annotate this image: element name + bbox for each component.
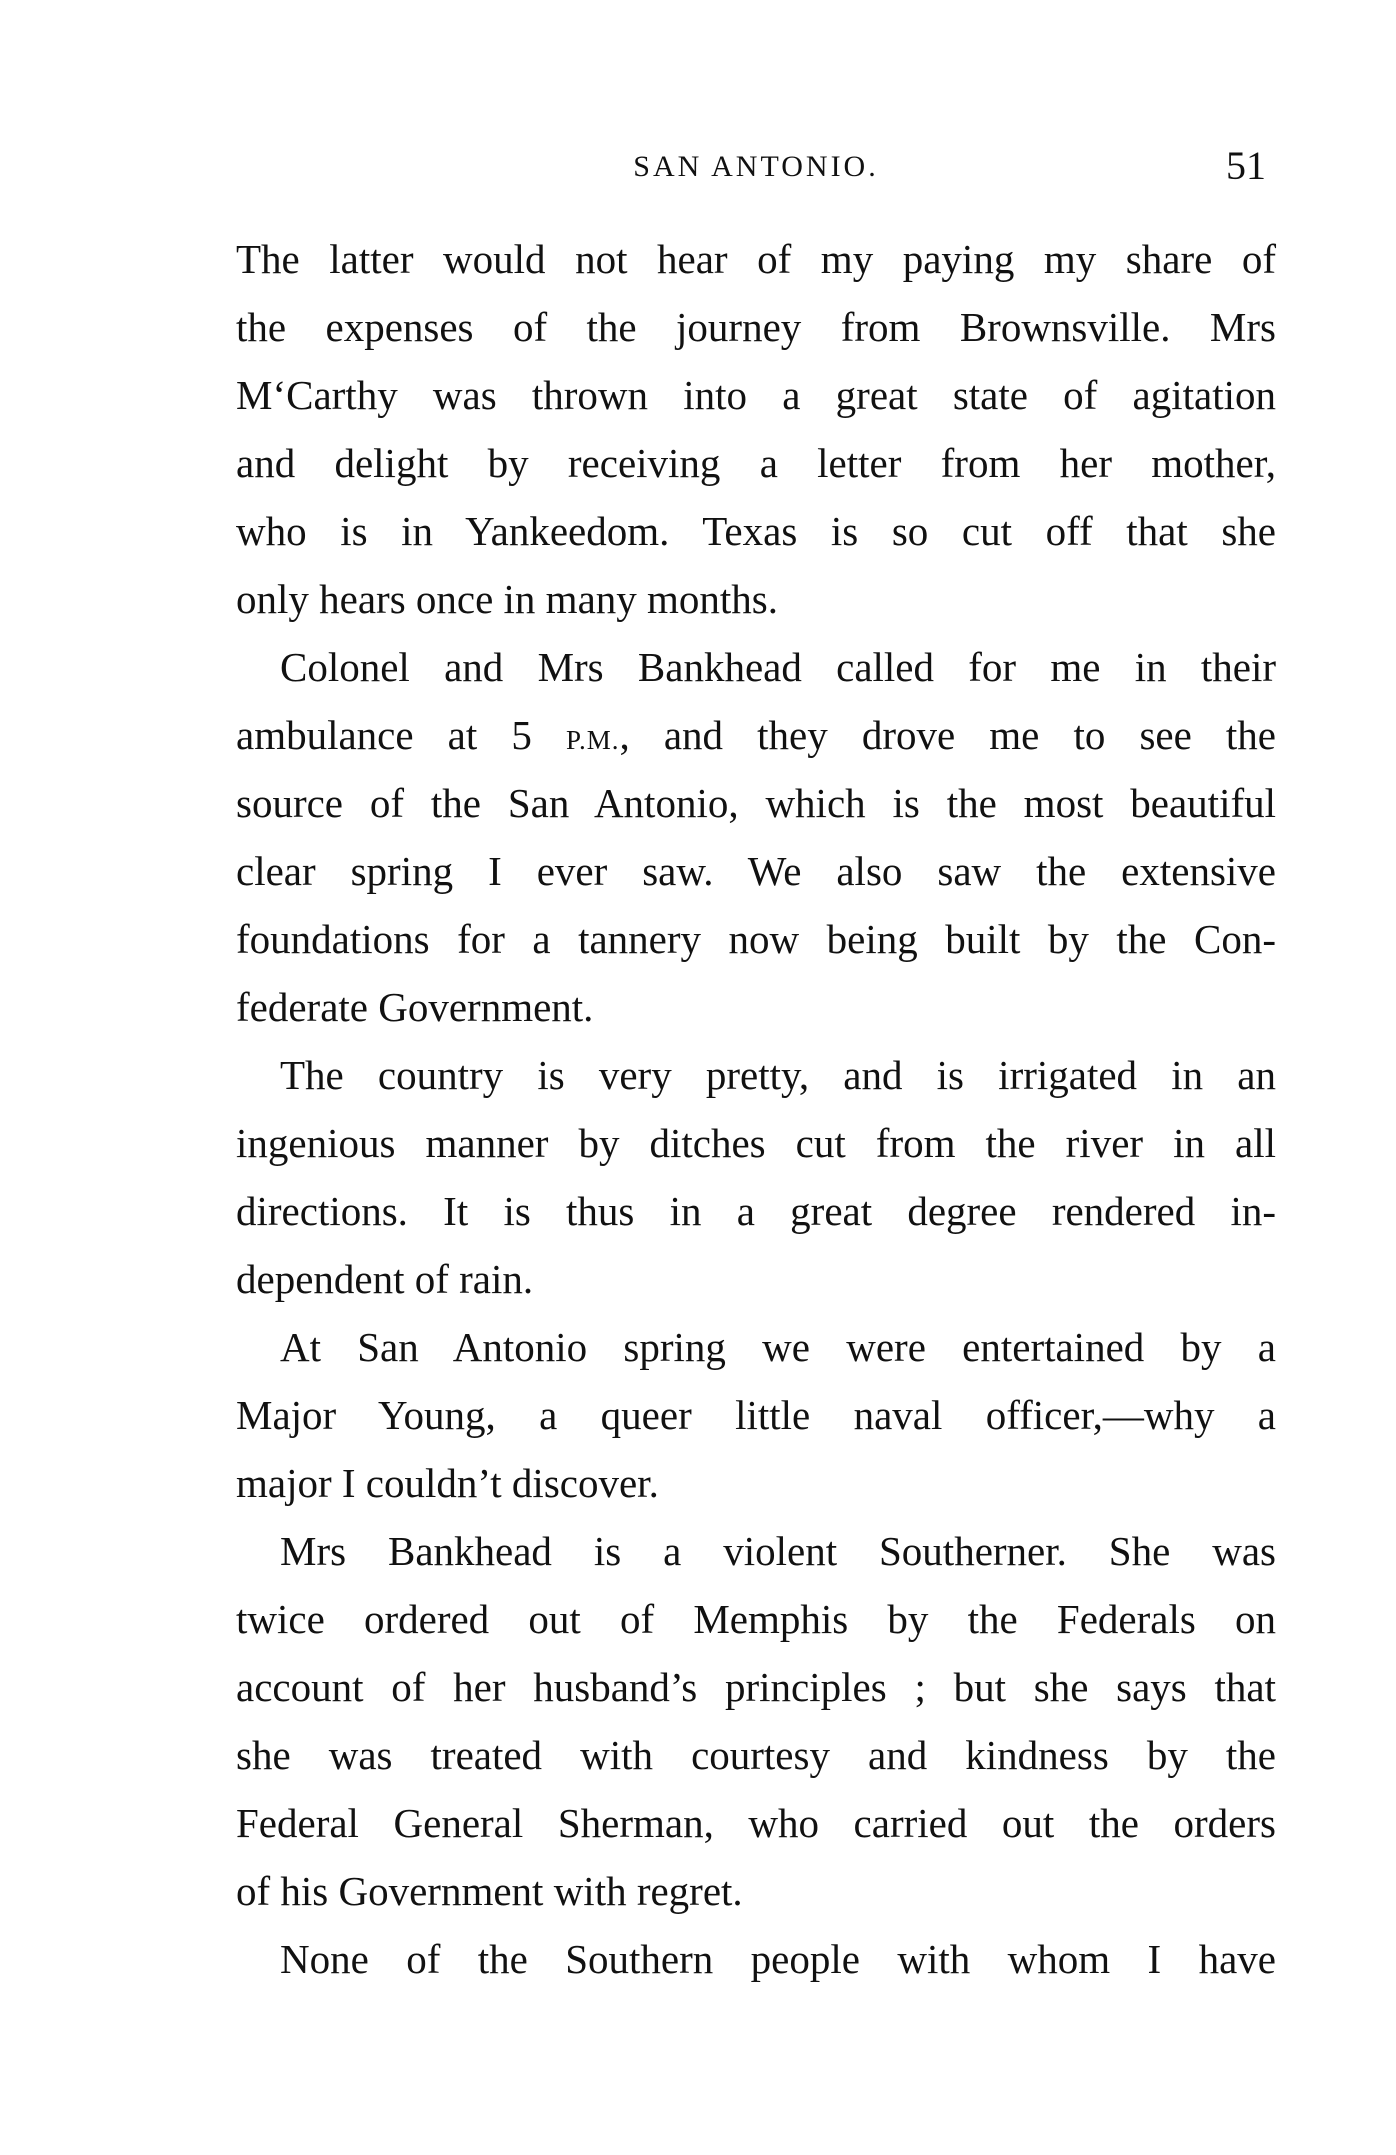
text-line: account of her husband’s principles ; but she says that bbox=[236, 1664, 1276, 1710]
text-line: The country is very pretty, and is irrigated in an bbox=[280, 1052, 1276, 1098]
text-line: dependent of rain. bbox=[236, 1256, 534, 1302]
text-line: None of the Southern people with whom I have bbox=[280, 1936, 1276, 1982]
text-line: foundations for a tannery now being built by the Con- bbox=[236, 916, 1276, 962]
text-line: M‘Carthy was thrown into a great state of agitation bbox=[236, 372, 1276, 418]
small-caps-text: P.M. bbox=[565, 725, 620, 755]
text-line: Mrs Bankhead is a violent Southerner. She was bbox=[280, 1528, 1276, 1574]
text-segment: ambulance at 5 bbox=[236, 712, 566, 758]
text-line: she was treated with courtesy and kindness by the bbox=[236, 1732, 1276, 1778]
text-line: Federal General Sherman, who carried out the orders bbox=[236, 1800, 1276, 1846]
text-line: ingenious manner by ditches cut from the river in all bbox=[236, 1120, 1276, 1166]
text-line: federate Government. bbox=[236, 984, 594, 1030]
text-line: only hears once in many months. bbox=[236, 576, 779, 622]
running-head: SAN ANTONIO. bbox=[633, 150, 879, 183]
text-line bbox=[236, 701, 1276, 769]
text-line: who is in Yankeedom. Texas is so cut off that she bbox=[236, 508, 1276, 554]
text-line: major I couldn’t discover. bbox=[236, 1460, 659, 1506]
body-text bbox=[236, 225, 1276, 1993]
text-line: the expenses of the journey from Brownsville. Mrs bbox=[236, 304, 1276, 350]
text-line: source of the San Antonio, which is the most beautiful bbox=[236, 780, 1276, 826]
text-line: directions. It is thus in a great degree rendered in- bbox=[236, 1188, 1276, 1234]
text-line: Colonel and Mrs Bankhead called for me in their bbox=[280, 644, 1276, 690]
text-line: clear spring I ever saw. We also saw the extensive bbox=[236, 848, 1276, 894]
text-segment: , and they drove me to see the bbox=[619, 712, 1276, 758]
text-line: and delight by receiving a letter from her mother, bbox=[236, 440, 1276, 486]
text-line: of his Government with regret. bbox=[236, 1868, 743, 1914]
page-header bbox=[236, 140, 1276, 200]
text-line: twice ordered out of Memphis by the Federals on bbox=[236, 1596, 1276, 1642]
page-number: 51 bbox=[1226, 143, 1266, 188]
text-line: At San Antonio spring we were entertained by a bbox=[280, 1324, 1276, 1370]
text-line: Major Young, a queer little naval officer,—why a bbox=[236, 1392, 1276, 1438]
text-line: The latter would not hear of my paying my share of bbox=[236, 236, 1276, 282]
